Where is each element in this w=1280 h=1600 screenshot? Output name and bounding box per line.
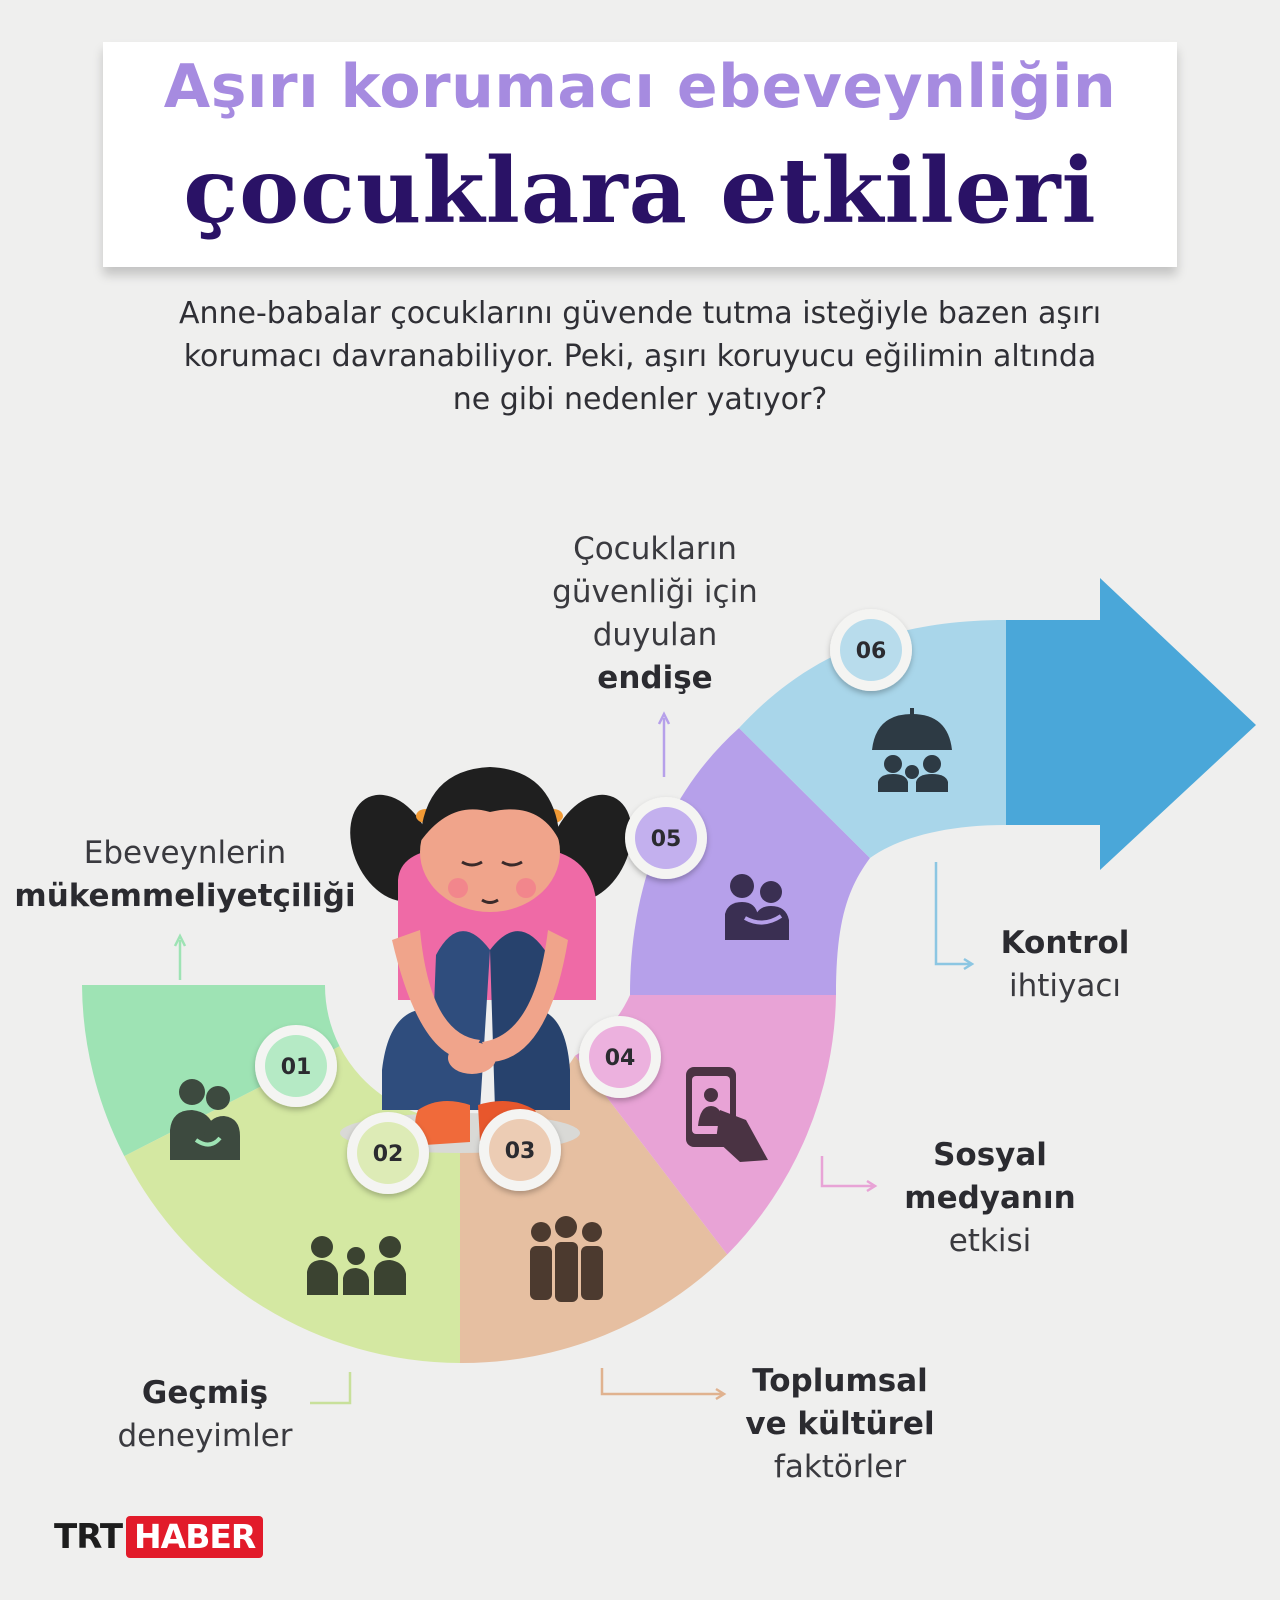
badge-05-number: 05 — [650, 827, 682, 852]
label-04-bold-1: Sosyal — [933, 1137, 1047, 1173]
label-02-bold: Geçmiş — [141, 1375, 269, 1411]
label-02 — [90, 1372, 320, 1458]
badge-01-number: 01 — [280, 1055, 312, 1080]
label-05-regular-3: duyulan — [592, 617, 718, 653]
label-04-bold-2: medyanın — [904, 1180, 1076, 1216]
badge-03-number: 03 — [504, 1139, 536, 1164]
label-06 — [975, 922, 1155, 1008]
intro-line-1: Anne-babalar çocuklarını güvende tutma isteğiyle bazen aşırı — [178, 296, 1102, 331]
label-05-bold: endişe — [597, 660, 713, 696]
intro-line-3: ne gibi nedenler yatıyor? — [452, 382, 828, 417]
label-05-regular-1: Çocukların — [573, 531, 737, 567]
label-03-bold-1: Toplumsal — [752, 1363, 928, 1399]
logo-trt: TRT — [54, 1517, 123, 1557]
title-line-2: çocuklara etkileri — [183, 138, 1097, 244]
arrow-head — [1006, 578, 1256, 870]
badge-04-number: 04 — [604, 1046, 636, 1071]
label-06-bold: Kontrol — [1000, 925, 1130, 961]
label-03 — [730, 1360, 950, 1489]
label-06-regular: ihtiyacı — [1008, 968, 1122, 1004]
label-02-regular: deneyimler — [117, 1418, 293, 1454]
label-01-bold: mükemmeliyetçiliği — [14, 878, 356, 914]
label-03-bold-2: ve kültürel — [745, 1406, 935, 1442]
badge-02-number: 02 — [372, 1142, 404, 1167]
label-01-regular: Ebeveynlerin — [83, 835, 287, 871]
crowd-icon — [530, 1216, 603, 1302]
title-line-1: Aşırı korumacı ebeveynliğin — [163, 52, 1117, 122]
label-05 — [530, 528, 780, 700]
label-04 — [880, 1134, 1100, 1263]
badge-06-number: 06 — [855, 639, 887, 664]
logo-haber: HABER — [126, 1516, 263, 1558]
label-03-regular: faktörler — [773, 1449, 907, 1485]
trt-haber-logo — [54, 1516, 263, 1558]
intro-line-2: korumacı davranabiliyor. Peki, aşırı koruyucu eğilimin altında — [183, 339, 1097, 374]
label-01 — [10, 832, 360, 918]
label-05-regular-2: güvenliği için — [552, 574, 758, 610]
label-04-regular: etkisi — [948, 1223, 1032, 1259]
